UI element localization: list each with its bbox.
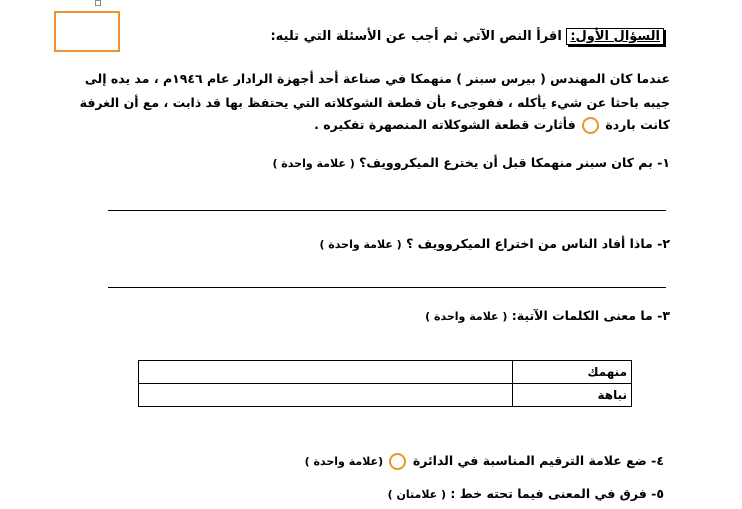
q1-mark: ( علامة واحدة ) bbox=[272, 157, 355, 170]
q2-answer-line[interactable] bbox=[108, 287, 666, 288]
passage-line-2: جيبه باحثا عن شيء يأكله ، ففوجىء بأن قطعة الشوكلاته التي يحتفظ بها قد ذابت ، مع أن الغرفة bbox=[79, 95, 670, 110]
q3-mark: ( علامة واحدة ) bbox=[425, 310, 508, 323]
question-2 bbox=[319, 236, 670, 251]
q2-mark: ( علامة واحدة ) bbox=[319, 238, 402, 251]
question-1 bbox=[272, 155, 670, 170]
question-header bbox=[270, 29, 664, 44]
q4-mark: (علامة واحدة ) bbox=[304, 455, 384, 468]
punctuation-circle-sample bbox=[389, 453, 406, 470]
passage-line-3 bbox=[314, 117, 670, 134]
vocab-word: نباهة bbox=[513, 384, 632, 407]
corner-mark bbox=[95, 0, 101, 6]
passage-line-1: عندما كان المهندس ( بيرس سبنر ) منهمكا في صناعة أحد أجهزة الرادار عام ١٩٤٦م ، مد يده إلى bbox=[84, 71, 670, 86]
q3-text: ما معنى الكلمات الآتية: bbox=[511, 308, 653, 323]
q4-number: ٤- bbox=[651, 453, 664, 468]
vocab-word: منهمك bbox=[513, 361, 632, 384]
q1-number: ١- bbox=[657, 155, 670, 170]
q5-mark: ( علامتان ) bbox=[387, 488, 447, 501]
vocab-table bbox=[138, 360, 632, 407]
q1-answer-line[interactable] bbox=[108, 210, 666, 211]
question-4 bbox=[305, 453, 664, 470]
vocab-meaning-input[interactable] bbox=[139, 361, 513, 384]
q2-text: ماذا أفاد الناس من اختراع الميكروويف ؟ bbox=[406, 236, 653, 251]
q3-number: ٣- bbox=[657, 308, 670, 323]
passage-line-3a: كانت باردة bbox=[605, 117, 670, 132]
question-5 bbox=[388, 486, 664, 501]
table-row bbox=[139, 384, 632, 407]
question-label: السؤال الأول: bbox=[566, 28, 664, 45]
q5-text: فرق في المعنى فيما تحته خط : bbox=[450, 486, 647, 501]
instruction-text: اقرأ النص الآتي ثم أجب عن الأسئلة التي تليه: bbox=[270, 29, 562, 44]
question-3 bbox=[425, 308, 670, 323]
q4-text: ضع علامة الترقيم المناسبة في الدائرة bbox=[412, 453, 647, 468]
q1-text: بم كان سبنر منهمكا قبل أن يخترع الميكروويف؟ bbox=[359, 155, 653, 170]
punctuation-circle bbox=[582, 117, 599, 134]
passage-line-3b: فأثارت قطعة الشوكلاته المنصهرة تفكيره . bbox=[314, 117, 576, 132]
q2-number: ٢- bbox=[657, 236, 670, 251]
table-row bbox=[139, 361, 632, 384]
q5-number: ٥- bbox=[651, 486, 664, 501]
corner-box bbox=[54, 11, 120, 52]
vocab-meaning-input[interactable] bbox=[139, 384, 513, 407]
